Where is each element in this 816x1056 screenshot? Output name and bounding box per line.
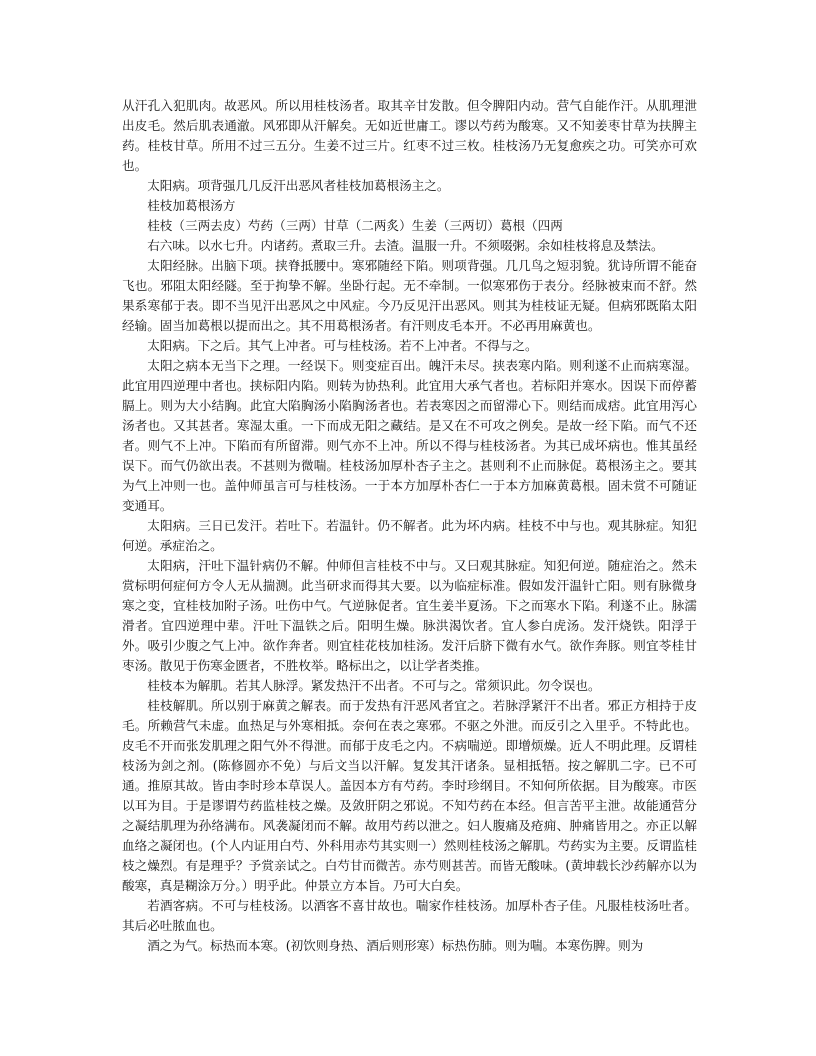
- paragraph-12: 桂枝解肌。所以别于麻黄之解表。而于发热有汗恶风者宜之。若脉浮紧汗不出者。邪正方相持于皮毛。所赖营气未虚。血热足与外寒相抵。奈何在表之寒邪。不驱之外泄。而反引之入里乎。不特此也。皮毛不开而张发肌理之阳气外不得泄。而郁于皮毛之内。不病喘逆。即增烦燥。近人不明此理。反谓桂枝汤为剑之剂。(陈修圆亦不免）与后文当以汗解。复发其汗诸条。显相抵牾。按之解肌二字。已不可通。推原其故。皆由李时珍本草误人。盖因本方有芍药。李时珍纲目。不知何所依据。目为酸寒。市医以耳为目。于是谬谓芍药监桂枝之燥。及敛肝阴之邪说。不知芍药在本经。但言苦平主泄。故能通营分之凝结肌理为孙络满布。风袭凝闭而不解。故用芍药以泄之。妇人腹痛及疮痈、肿痛皆用之。亦正以解血络之凝闭也。(个人内证用白芍、外科用赤芍其实则一）然则桂枝汤之解肌。芍药实为主要。反谓监桂枝之燥烈。有是理乎？予赏亲试之。白芍甘而微苦。赤芍则甚苦。而皆无酸味。(黄坤载长沙药解亦以为酸寒，真是糊涂万分。）明乎此。仲景立方本旨。乃可大白矣。: [122, 698, 697, 893]
- paragraph-13: 若酒客病。不可与桂枝汤。以酒客不喜甘故也。喘家作桂枝汤。加厚朴杏子佳。凡服桂枝汤吐者。其后必吐脓血也。: [122, 898, 697, 933]
- paragraph-1: 从汗孔入犯肌肉。故恶风。所以用桂枝汤者。取其辛甘发散。但令脾阳内动。营气自能作汗。从肌理泄出皮毛。然后肌表通澈。风邪即从汗解矣。无如近世庸工。谬以芍药为酸寒。又不知姜枣甘草为扶脾主药。桂枝甘草。所用不过三五分。生姜不过三片。红枣不过三枚。桂枝汤乃无复愈疾之功。可笑亦可欢也。: [122, 98, 697, 173]
- paragraph-8: 太阳之病本无当下之理。一经误下。则变症百出。魄汗未尽。挟表寒内陷。则利遂不止而病寒湿。此宜用四逆理中者也。挟标阳内陷。则转为协热利。此宜用大承气者也。若标阳并寒水。因误下而停蓄膈上。则为大小结胸。此宜大陷胸汤小陷胸汤者也。若表寒因之而留滞心下。则结而成痞。此宜用泻心汤者也。又其甚者。寒湿太重。一下而成无阳之藏结。是又在不可攻之例矣。是故一经下陷。而气不还者。则气不上冲。下陷而有所留滞。则气亦不上冲。所以不得与桂枝汤者。为其已成坏病也。惟其虽经误下。而气仍欲出表。不甚则为微喘。桂枝汤加厚朴杏子主之。甚则利不止而脉促。葛根汤主之。要其为气上冲则一也。盖仲师虽言可与桂枝汤。一于本方加厚朴杏仁一于本方加麻黄葛根。固未赏不可随证变通耳。: [122, 358, 697, 513]
- formula-title: 桂枝加葛根汤方: [147, 198, 236, 213]
- paragraph-10: 太阳病，汗吐下温针病仍不解。仲师但言桂枝不中与。又曰观其脉症。知犯何逆。随症治之。然未赏标明何症何方令人无从揣测。此当研求而得其大要。以为临症标准。假如发汗温针亡阳。则有脉微身寒之变，宜桂枝加附子汤。吐伤中气。气逆脉促者。宜生姜半夏汤。下之而寒水下陷。利遂不止。脉濡滑者。宜四逆理中辈。汗吐下温铁之后。阳明生燥。脉洪渴饮者。宜人参白虎汤。发汗烧铁。阳浮于外。吸引少腹之气上冲。欲作奔者。则宜桂花枝加桂汤。发汗后脐下微有水气。欲作奔豚。则宜苓桂甘枣汤。散见于伤寒金匮者，不胜枚举。略标出之，以让学者类推。: [122, 558, 697, 673]
- paragraph-9: 太阳病。三日已发汗。若吐下。若温针。仍不解者。此为坏内病。桂枝不中与也。观其脉症。知犯何逆。承症治之。: [122, 518, 697, 553]
- paragraph-14: 酒之为气。标热而本寒。(初饮则身热、酒后则形寒）标热伤肺。则为喘。本寒伤脾。则为: [147, 938, 644, 953]
- formula-instructions: 右六味。以水七升。内诸药。煮取三升。去渣。温服一升。不须啜粥。余如桂枝将息及禁法。: [147, 238, 664, 253]
- formula-ingredients: 桂枝（三两去皮）芍药（三两）甘草（二两炙）生姜（三两切）葛根（四两: [147, 218, 563, 233]
- paragraph-11: 桂枝本为解肌。若其人脉浮。紧发热汗不出者。不可与之。常须识此。勿令误也。: [147, 678, 601, 693]
- paragraph-2: 太阳病。项背强几几反汗出恶风者桂枝加葛根汤主之。: [147, 178, 450, 193]
- paragraph-7: 太阳病。下之后。其气上冲者。可与桂枝汤。若不上冲者。不得与之。: [147, 338, 538, 353]
- document-page: [122, 96, 697, 956]
- paragraph-6: 太阳经脉。出脑下项。挟脊抵腰中。寒邪随经下陷。则项背强。几几鸟之短羽貌。犹诗所谓不能奋飞也。邪阻太阳经隧。至于拘挚不解。坐卧行起。无不牵制。一似寒邪伤于表分。经脉被束而不舒。然果系寒郁于表。即不当见汗出恶风之中风症。今乃反见汗出恶风。则其为桂枝证无疑。但病邪既陷太阳经输。固当加葛根以提而出之。其不用葛根汤者。有汗则皮毛本开。不必再用麻黄也。: [122, 258, 697, 333]
